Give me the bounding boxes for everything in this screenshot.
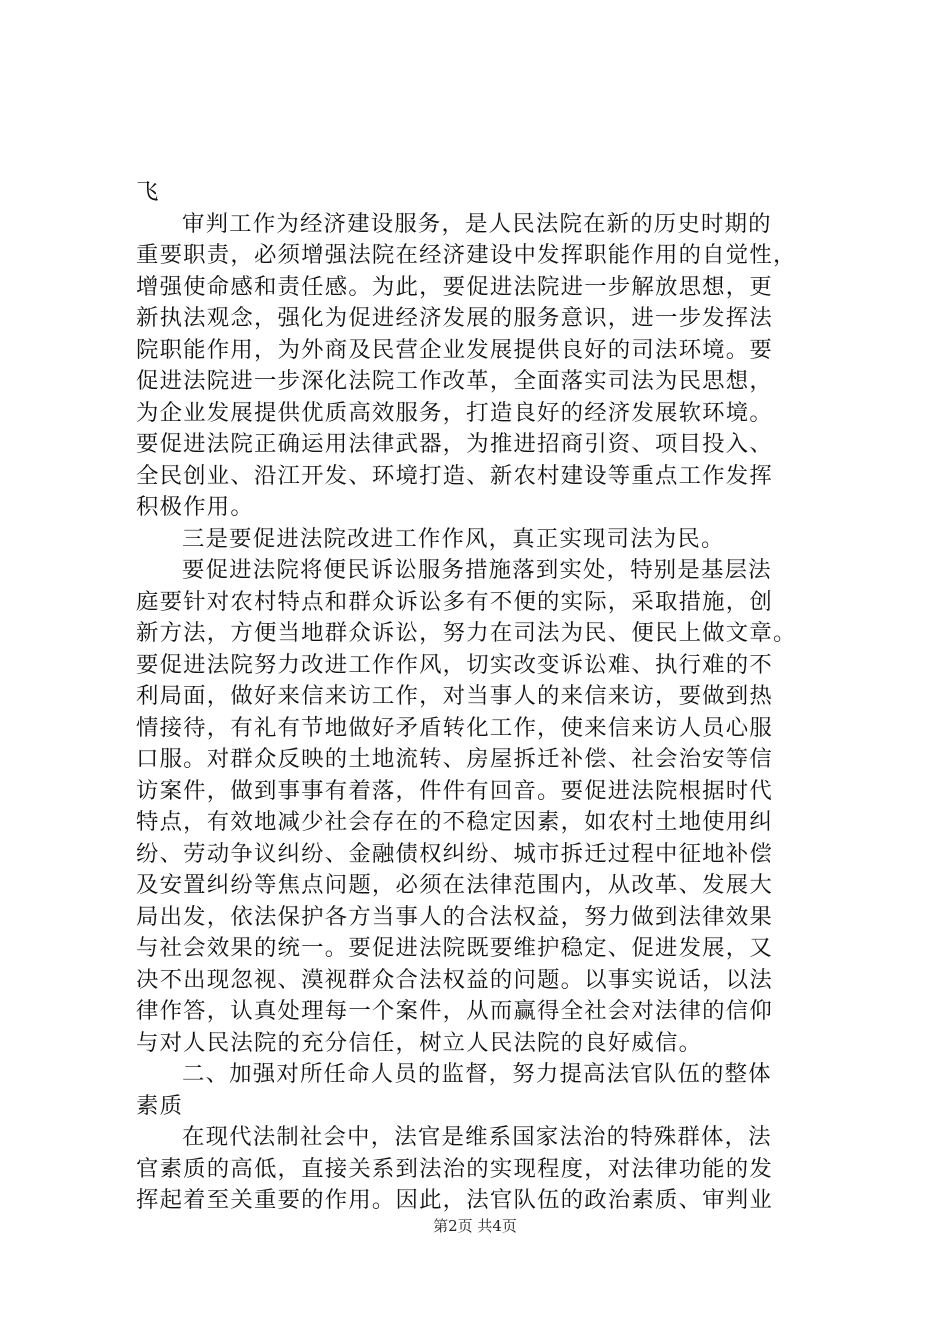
text-line: 二、加强对所任命人员的监督，努力提高法官队伍的整体	[182, 1061, 772, 1087]
text-line: 官素质的高低，直接关系到法治的实现程度，对法律功能的发	[136, 1155, 773, 1182]
text-line: 飞	[136, 179, 160, 205]
text-line: 重要职责，必须增强法院在经济建设中发挥职能作用的自觉性，	[136, 242, 797, 268]
text-line: 局出发，依法保护各方当事人的合法权益，努力做到法律效果	[136, 903, 773, 930]
text-line: 要促进法院正确运用法律武器，为推进招商引资、项目投入、	[136, 431, 773, 457]
text-line: 新执法观念，强化为促进经济发展的服务意识，进一步发挥法	[136, 305, 773, 331]
text-line: 访案件，做到事事有着落，件件有回音。要促进法院根据时代	[136, 777, 773, 804]
text-line: 律作答，认真处理每一个案件，从而赢得全社会对法律的信仰	[136, 998, 773, 1024]
text-line: 挥起着至关重要的作用。因此，法官队伍的政治素质、审判业	[136, 1187, 773, 1213]
text-line: 新方法，方便当地群众诉讼，努力在司法为民、便民上做文章。	[136, 620, 797, 646]
text-line: 院职能作用，为外商及民营企业发展提供良好的司法环境。要	[136, 336, 773, 363]
text-line: 素质	[136, 1092, 184, 1119]
text-line: 增强使命感和责任感。为此，要促进法院进一步解放思想，更	[136, 273, 773, 300]
text-line: 纷、劳动争议纠纷、金融债权纠纷、城市拆迁过程中征地补偿	[136, 840, 773, 867]
document-body	[136, 177, 836, 1217]
text-line: 审判工作为经济建设服务，是人民法院在新的历史时期的	[182, 210, 772, 237]
text-line: 庭要针对农村特点和群众诉讼多有不便的实际，采取措施，创	[136, 588, 773, 615]
text-line: 与社会效果的统一。要促进法院既要维护稳定、促进发展，又	[136, 935, 773, 961]
text-line: 促进法院进一步深化法院工作改革，全面落实司法为民思想，	[136, 368, 773, 394]
text-line: 三是要促进法院改进工作作风，真正实现司法为民。	[182, 525, 725, 552]
text-line: 为企业发展提供优质高效服务，打造良好的经济发展软环境。	[136, 399, 773, 426]
text-line: 在现代法制社会中，法官是维系国家法治的特殊群体，法	[182, 1124, 772, 1150]
text-line: 利局面，做好来信来访工作，对当事人的来信来访，要做到热	[136, 683, 773, 709]
text-line: 口服。对群众反映的土地流转、房屋拆迁补偿、社会治安等信	[136, 746, 773, 772]
text-line: 要促进法院将便民诉讼服务措施落到实处，特别是基层法	[182, 557, 772, 583]
text-line: 要促进法院努力改进工作作风，切实改变诉讼难、执行难的不	[136, 651, 773, 678]
text-line: 与对人民法院的充分信任，树立人民法院的良好威信。	[136, 1029, 703, 1056]
text-line: 决不出现忽视、漠视群众合法权益的问题。以事实说话，以法	[136, 966, 773, 993]
text-line: 及安置纠纷等焦点问题，必须在法律范围内，从改革、发展大	[136, 872, 773, 898]
text-line: 情接待，有礼有节地做好矛盾转化工作，使来信来访人员心服	[136, 714, 773, 741]
text-line: 全民创业、沿江开发、环境打造、新农村建设等重点工作发挥	[136, 462, 773, 489]
text-line: 积极作用。	[136, 494, 254, 520]
text-line: 特点，有效地减少社会存在的不稳定因素，如农村土地使用纠	[136, 809, 773, 835]
page-footer: 第2页 共4页	[433, 1217, 517, 1235]
